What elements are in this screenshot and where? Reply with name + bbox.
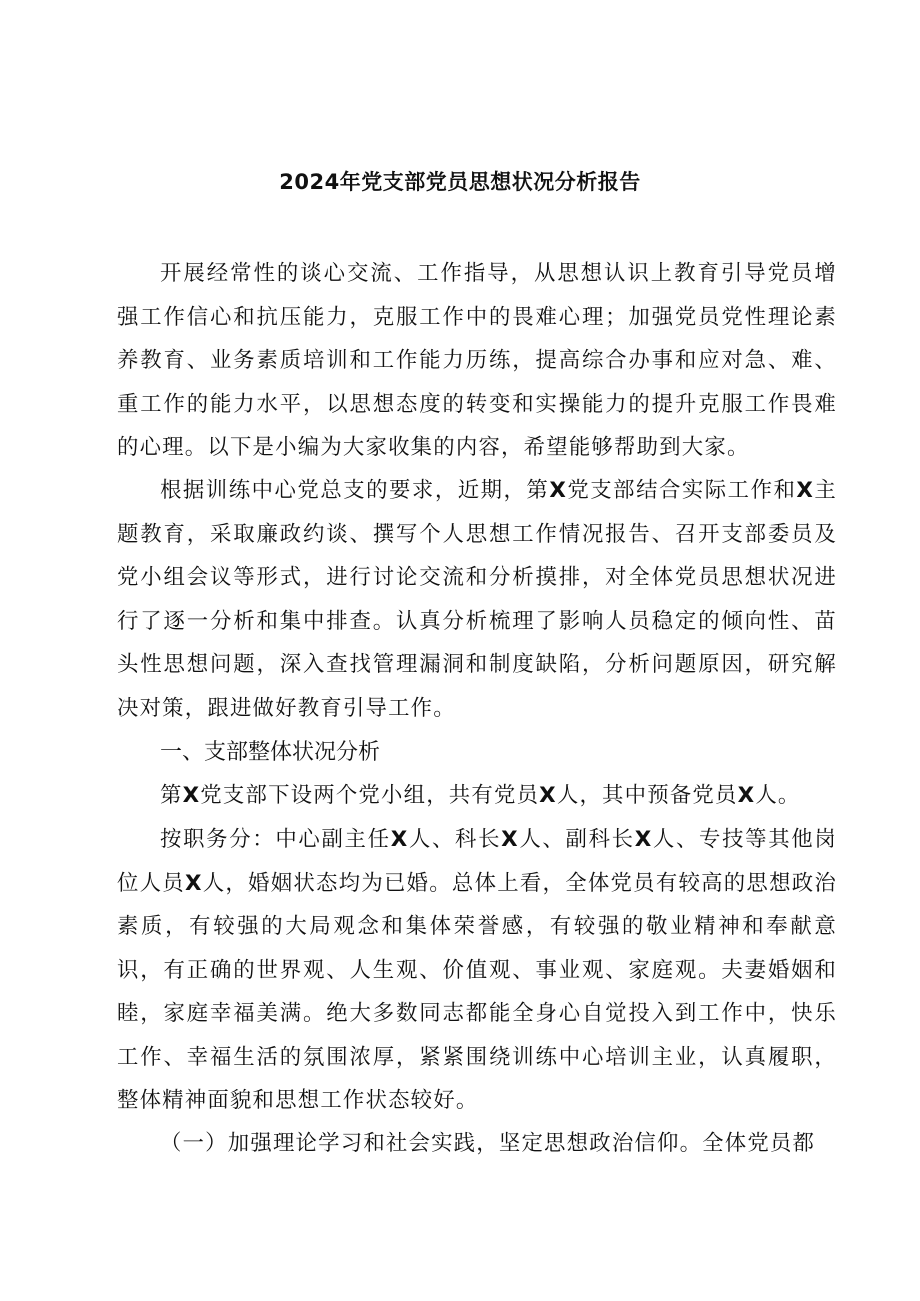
placeholder-x: X <box>184 870 203 896</box>
placeholder-x: X <box>634 827 653 852</box>
placeholder-x: X <box>390 827 409 852</box>
paragraph-branch-composition: 第X党支部下设两个党小组，共有党员X人，其中预备党员X人。 <box>160 783 801 808</box>
paragraph-intro: 开展经常性的谈心交流、工作指导，从思想认识上教育引导党员增强工作信心和抗压能力，克服工作中的畏难心理；加强党员党性理论素养教育、业务素质培训和工作能力历练，提高综合办事和应对急、难、重工作的能力水平，以思想态度的转变和实操能力的提升克服工作畏难的心理。以下是小编为大家收集的内容，希望能够帮助到大家。 <box>117 261 837 460</box>
placeholder-x: X <box>182 783 201 808</box>
placeholder-x: X <box>737 783 756 808</box>
paragraph-background: 根据训练中心党总支的要求，近期，第X党支部结合实际工作和X主题教育，采取廉政约谈、撰写个人思想工作情况报告、召开支部委员及党小组会议等形式，进行讨论交流和分析摸排，对全体党员思想状况进行了逐一分析和集中排查。认真分析梳理了影响人员稳定的倾向性、苗头性思想问题，深入查找管理漏洞和制度缺陷，分析问题原因，研究解决对策，跟进做好教育引导工作。 <box>117 478 837 721</box>
placeholder-x: X <box>501 827 519 852</box>
placeholder-x: X <box>539 783 557 808</box>
placeholder-x: X <box>549 478 568 503</box>
paragraph-position-breakdown: 按职务分：中心副主任X人、科长X人、副科长X人、专技等其他岗位人员X人，婚姻状态均为已婚。总体上看，全体党员有较高的思想政治素质，有较强的大局观念和集体荣誉感，有较强的敬业精神和奉献意识，有正确的世界观、人生观、价值观、事业观、家庭观。夫妻婚姻和睦，家庭幸福美满。绝大多数同志都能全身心自觉投入到工作中，快乐工作、幸福生活的氛围浓厚，紧紧围绕训练中心培训主业，认真履职，整体精神面貌和思想工作状态较好。 <box>117 827 837 1113</box>
document-title: 2024年党支部党员思想状况分析报告 <box>279 170 641 194</box>
placeholder-x: X <box>796 478 815 503</box>
paragraph-subsection-1: （一）加强理论学习和社会实践，坚定思想政治信仰。全体党员都 <box>160 1131 816 1156</box>
section-heading-overall-analysis: 一、支部整体状况分析 <box>160 740 381 765</box>
